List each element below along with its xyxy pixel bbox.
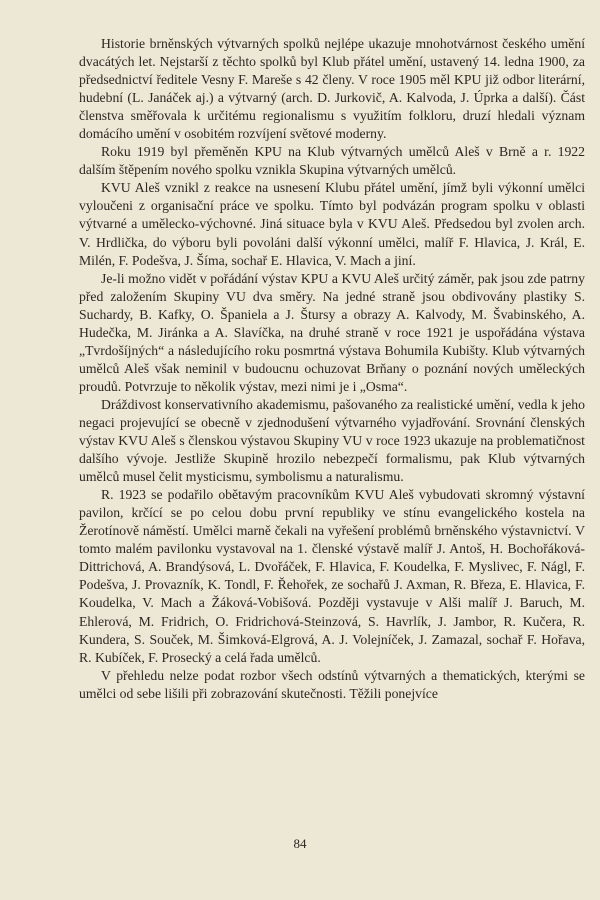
paragraph-exhibition-directions: Je-li možno vidět v pořádání výstav KPU a KVU Aleš určitý záměr, pak jsou zde patrny před založením Skupiny VU dva směry. Na jedné straně jsou obdivovány plastiky S. Suchardy, B. Kafky, O. Španiela a J. Štursy a obrazy A. Kalvody, M. Švabinského, A. Hudečka, M. Jiránka a A. Slavíčka, na druhé straně v roce 1921 je uspořádána výstava „Tvrdošíjných“ a následujícího roku posmrtná výstava Bohumila Kubišty. Klub výtvarných umělců Aleš však neminil v budoucnu ochuzovat Brňany o poznání nových uměleckých proudů. Potvrzuje to několik výstav, mezi nimi je i „Osma“. (79, 270, 585, 394)
body-text (79, 35, 585, 703)
paragraph-overview: V přehledu nelze podat rozbor všech odstínů výtvarných a thematických, kterými se umělci od sebe lišili při zobrazování skutečnosti. Těžili ponejvíce (79, 667, 585, 701)
paragraph-academism-critique: Dráždivost konservativního akademismu, pašovaného za realistické umění, vedla k jeho negaci projevující se obecně v zjednodušení výtvarného vyjadřování. Srovnání členských výstav KVU Aleš s členskou výstavou Skupiny VU v roce 1923 ukazuje na problematičnost dalšího vývoje. Jestliže Skupině hrozilo nebezpečí formalismu, pak Klub výtvarných umělců musel čelit mysticismu, symbolismu a naturalismu. (79, 396, 585, 485)
paragraph-kvu-ales-founding: KVU Aleš vznikl z reakce na usnesení Klubu přátel umění, jímž byli výkonní umělci vyloučeni z organisační práce ve spolku. Tímto byl podvázán program spolku v oblasti výtvarné a umělecko-výchovné. Jiná situace byla v KVU Aleš. Předsedou byl zvolen arch. V. Hrdlička, do výboru byli povoláni další výkonní umělci, malíř F. Hlavica, J. Král, E. Milén, F. Podešva, J. Šíma, sochař E. Hlavica, V. Mach a jiní. (79, 180, 585, 268)
paragraph-kpu-transformation: Roku 1919 byl přeměněn KPU na Klub výtvarných umělců Aleš v Brně a r. 1922 dalším štěpením nového spolku vznikla Skupina výtvarných umělců. (79, 144, 585, 178)
paragraph-history-of-societies: Historie brněnských výtvarných spolků nejlépe ukazuje mnohotvárnost českého umění dvacátých let. Nejstarší z těchto spolků byl Klub přátel umění, ustavený 14. ledna 1900, za předsednictví ředitele Vesny F. Mareše s 42 členy. V roce 1905 měl KPU již odbor literární, hudební (L. Janáček aj.) a výtvarný (arch. D. Jurkovič, A. Kalvoda, J. Úprka a další). Část členstva směřovala k určitému regionalismu s využitím folkloru, druzí hledali význam domácího umění v osobitém rozvíjení světové moderny. (79, 36, 585, 142)
page-number: 84 (293, 836, 307, 851)
paragraph-exhibition-pavilion: R. 1923 se podařilo obětavým pracovníkům KVU Aleš vybudovati skromný výstavní pavilon, krčící se po celou dobu první republiky ve stínu evangelického kostela na Žerotínově náměstí. Umělci marně čekali na vyřešení problémů brněnského výstavnictví. V tomto malém pavilonku vystavoval na 1. členské výstavě malíř J. Antoš, H. Bochořáková-Dittrichová, A. Brandýsová, L. Dvořáček, F. Hlavica, F. Koudelka, F. Myslivec, F. Nágl, F. Podešva, J. Provazník, K. Tondl, F. Řehořek, ze sochařů J. Axman, R. Březa, E. Hlavica, F. Koudelka, V. Mach a Žáková-Vobišová. Později vystavuje v Alši malíř J. Baruch, M. Ehlerová, M. Fridrich, O. Fridrichová-Steinzová, S. Havrlík, J. Jambor, R. Kučera, R. Kundera, S. Souček, M. Šimková-Elgrová, A. J. Volejníček, J. Zamazal, sochař F. Hořava, R. Kubíček, F. Prosecký a celá řada umělců. (79, 487, 585, 665)
